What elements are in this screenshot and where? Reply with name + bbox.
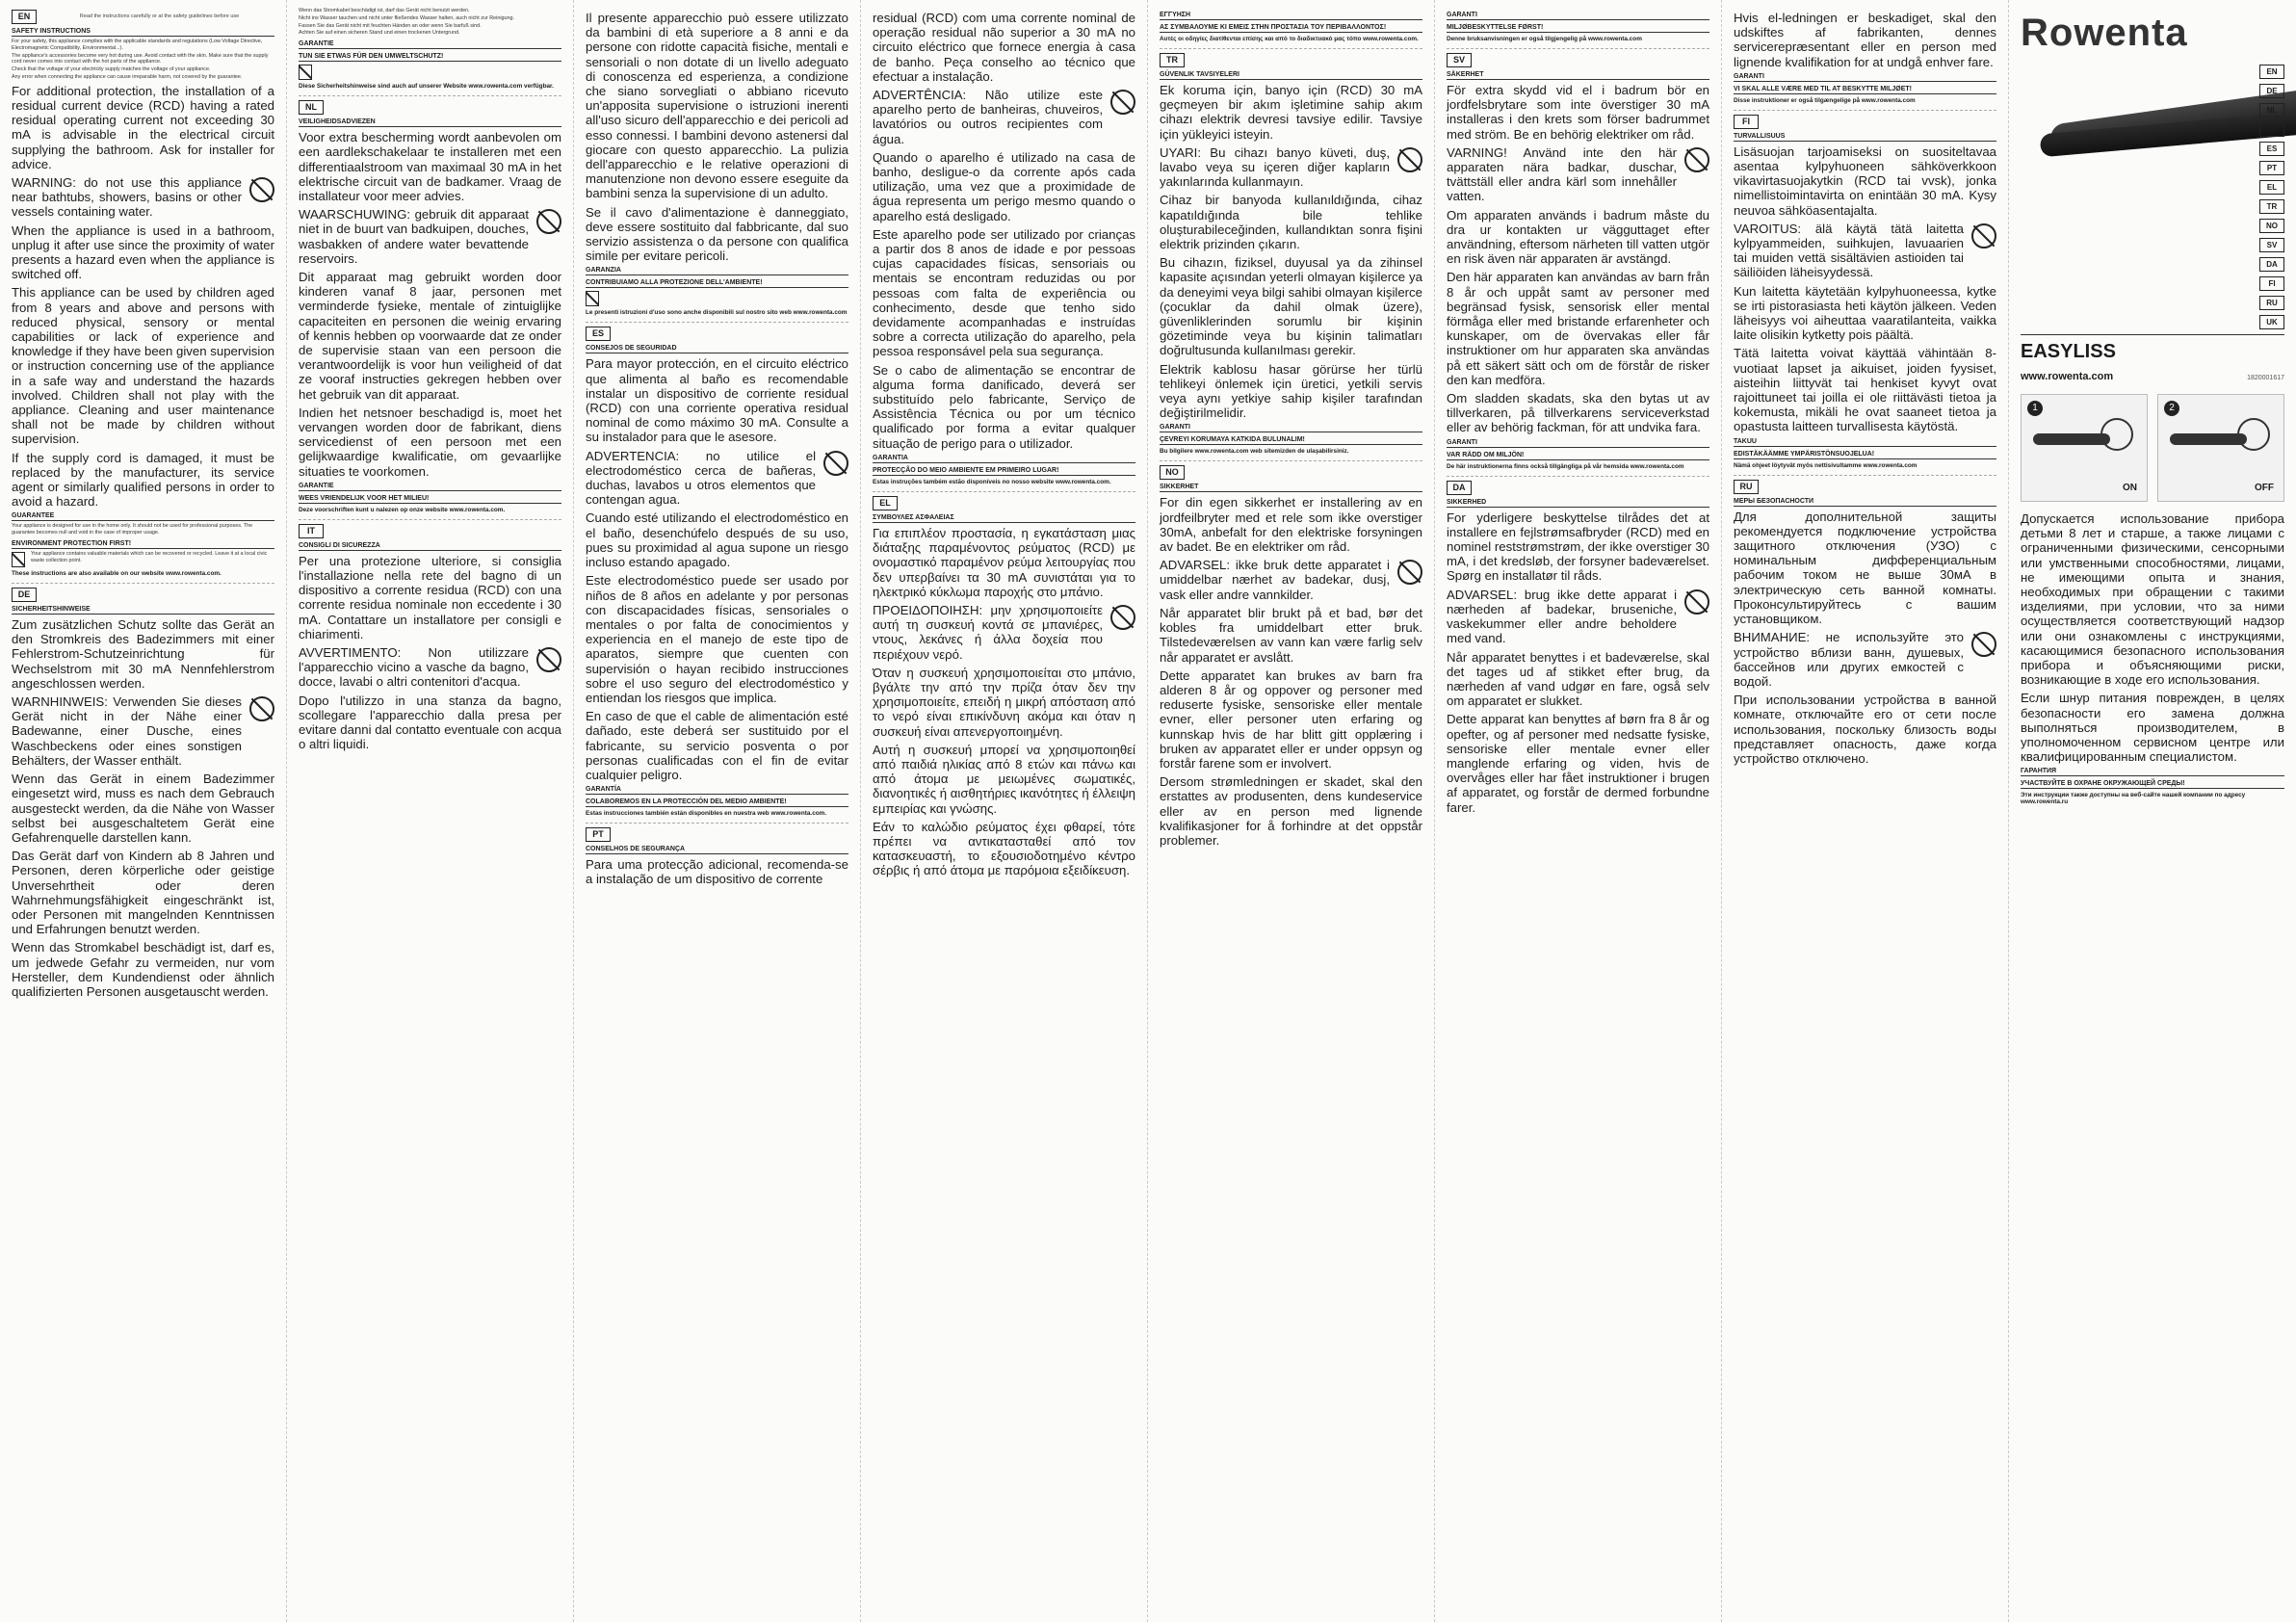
divider [299, 519, 561, 520]
warning-text-it: AVVERTIMENTO: Non utilizzare l'apparecchio vicino a vasche da bagno, docce, lavabi o altri contenitori d'acqua. [299, 645, 529, 690]
online-note-es: Estas instrucciones también están disponibles en nuestra web www.rowenta.com. [586, 810, 827, 818]
online-note-tr: Bu bilgilere www.rowenta.com web sitemizden de ulaşabilirsiniz. [1160, 448, 1349, 456]
env-row-en [12, 551, 274, 567]
step-number: 1 [2027, 401, 2043, 416]
online-note-it: Le presenti istruzioni d'uso sono anche disponibili sul nostro sito web www.rowenta.com [586, 309, 848, 317]
divider [1447, 476, 1709, 477]
column-2 [287, 0, 574, 1622]
warning-paragraph-ru [1734, 630, 1996, 689]
safety-small-4: Any error when connecting the appliance can cause irreparable harm, not covered by the guarantee. [12, 73, 243, 80]
language-badge-el: EL [2259, 180, 2284, 195]
env-heading-da: VI SKAL ALLE VÆRE MED TIL AT BESKYTTE MILJØET! [1734, 86, 1996, 94]
children-paragraph-es: Este electrodoméstico puede ser usado por niños de 8 años en adelante y por personas con discapacidades físicas, sensoriales o mentales o por falta de conocimientos y experiencia en el manejo de este tipo de aparatos, siempre que cuenten con supervisión o hayan recibido instrucciones sobre el uso seguro del electrodoméstico y entiendan los riesgos que implica. [586, 573, 848, 705]
no-bath-icon [536, 209, 561, 234]
column-1 [0, 0, 287, 1622]
rcd-paragraph-tr: Ek koruma için, banyo için (RCD) 30 mA geçmeyen bir akım işletimine sahip akım cihazı elektrik devresi tavsiye edilir. Tavsiye için yükleyici isteyin. [1160, 83, 1422, 142]
warning-paragraph-da [1447, 588, 1709, 646]
warning-text-en: WARNING: do not use this appliance near bathtubs, showers, basins or other vessels containing water. [12, 175, 242, 220]
online-note-pt: Estas instruções também estão disponíveis no nosso website www.rowenta.com. [873, 478, 1111, 485]
read-instructions-note: Read the instructions carefully or at the safety guidelines before use [79, 13, 240, 19]
safety-heading-it: CONSIGLI DI SICUREZZA [299, 542, 561, 551]
online-note-de: Diese Sicherheitshinweise sind auch auf unserer Website www.rowenta.com verfügbar. [299, 83, 554, 91]
bathroom-paragraph-es: Cuando esté utilizando el electrodoméstico en el baño, desenchúfelo después de su uso, pues su proximidad al agua supone un riesgo incluso estando apagado. [586, 510, 848, 570]
warning-text-da: ADVARSEL: brug ikke dette apparat i nærheden af badekar, bruseniche, vaskekummer eller andre beholdere med vand. [1447, 587, 1677, 646]
divider [1734, 475, 1996, 476]
section-de-header [12, 588, 274, 602]
bathroom-paragraph-tr: Cihaz bir banyoda kullanıldığında, cihaz kapatıldığında bile tehlike oluşturabileceğinden, kullandıktan sonra fişini elektrik prizinden çıkarın. [1160, 193, 1422, 252]
rcd-paragraph-es: Para mayor protección, en el circuito eléctrico que alimenta al baño es recomendable instalar un dispositivo de corriente residual (RCD) con una corriente operativa residual nominal de como máximo 30 mA. Consulte a su instalador para que le asesore. [586, 356, 848, 445]
safety-heading-pt: CONSELHOS DE SEGURANÇA [586, 846, 848, 854]
section-da-header [1447, 481, 1709, 495]
warning-text-es: ADVERTENCIA: no utilice el electrodoméstico cerca de bañeras, duchas, lavabos u otros elementos que contengan agua. [586, 448, 816, 508]
safety-heading-sv: SÄKERHET [1447, 71, 1709, 80]
warning-text-pt: ADVERTÊNCIA: Não utilize este aparelho perto de banheiras, chuveiros, lavatórios ou outros recipientes com água. [873, 88, 1103, 146]
column-3 [574, 0, 861, 1622]
de-small-2: Nicht ins Wasser tauchen und nicht unter fließendes Wasser halten, auch nicht zur Reinigung. [299, 14, 515, 21]
children-paragraph-de: Das Gerät darf von Kindern ab 8 Jahren und Personen, deren körperliche oder geistige Unversehrtheit oder deren Wahrnehmungsfähigkeit eingeschränkt ist, oder Personen mit mangelnden Kenntnissen und Erfahrungen benutzt werden. [12, 849, 274, 937]
guarantee-text-en: Your appliance is designed for use in the home only. It should not be used for professional purposes. The guarantee becomes null and void in the case of improper usage. [12, 523, 253, 536]
rcd-paragraph-el: Για επιπλέον προστασία, η εγκατάσταση μιας διάταξης παραμένοντος ρεύματος (RCD) με ονομαστικό παραμένον ρεύμα λειτουργίας που δεν υπερβαίνει τα 30 mA συνιστάται για το ηλεκτρικό κύκλωμα παροχής στο μπάνιο. [873, 525, 1135, 599]
divider [299, 95, 561, 96]
product-code: 1820001617 [2247, 375, 2284, 381]
column-8-product [2009, 0, 2296, 1622]
cord-paragraph-da: Hvis el-ledningen er beskadiget, skal den udskiftes af fabrikanten, dennes servicerepræsentant eller en person med lignende kvalifikation for at undgå enhver fare. [1734, 11, 1996, 69]
language-badge-tr: TR [2259, 199, 2284, 214]
column-4 [861, 0, 1148, 1622]
on-label: ON [2123, 483, 2137, 493]
guarantee-heading-en: GUARANTEE [12, 512, 274, 521]
bathroom-paragraph-ru: При использовании устройства в ванной комнате, отключайте его от сети после использования, поскольку близость воды представляет опасность, даже когда устройство отключено. [1734, 693, 1996, 766]
off-label: OFF [2255, 483, 2274, 493]
language-badge-no: NO [1160, 465, 1185, 480]
children-paragraph-no: Dette apparatet kan brukes av barn fra alderen 8 år og oppover og personer med reduserte fysiske, sensoriske eller mentale evner, eller personer uten erfaring og kunnskap hvis de har blitt gitt opplæring i bruken av apparatet eller er under oppsyn og forstår farene som er involvert. [1160, 667, 1422, 771]
cord-paragraph-el: Εάν το καλώδιο ρεύματος έχει φθαρεί, τότε πρέπει να αντικατασταθεί από τον κατασκευαστή, το εξουσιοδοτημένο κέντρο σέρβις ή από άτομα με παρόμοια εξειδίκευση. [873, 819, 1135, 878]
env-heading-de: TUN SIE ETWAS FÜR DEN UMWELTSCHUTZ! [299, 53, 561, 62]
divider [12, 583, 274, 584]
rcd-paragraph-pt-cont: residual (RCD) com uma corrente nominal de operação residual não superior a 30 mA no circuito eléctrico que fornece energia à casa de banho. Peça conselho ao técnico que efectuar a instalação. [873, 11, 1135, 84]
online-note-no: Denne bruksanvisningen er også tilgjengelig på www.rowenta.com [1447, 36, 1642, 42]
guarantee-heading-pt: GARANTIA [873, 455, 1135, 463]
env-row-de [299, 64, 561, 80]
crossed-bin-icon [586, 291, 599, 306]
warning-paragraph-it [299, 645, 561, 690]
language-badge-da: DA [2259, 257, 2284, 272]
warning-text-ru: ВНИМАНИЕ: не используйте это устройство вблизи ванн, душевых, бассейнов или других емкостей с водой. [1734, 630, 1964, 689]
language-badge-no: NO [2259, 219, 2284, 233]
warning-text-tr: UYARI: Bu cihazı banyo küveti, duş, lavabo veya su içeren diğer kapların yakınlarında kullanmayın. [1160, 144, 1390, 190]
safety-heading-da: SIKKERHED [1447, 499, 1709, 508]
warning-paragraph-tr [1160, 145, 1422, 190]
safety-heading-de: SICHERHEITSHINWEISE [12, 606, 274, 615]
language-list [2259, 65, 2284, 329]
safety-small-2: The appliance's accessories become very hot during use. Avoid contact with the skin. Make sure that the supply cord never comes into contact with the hot parts of the appliance. [12, 52, 269, 65]
env-heading-sv: VAR RÄDD OM MILJÖN! [1447, 452, 1709, 460]
safety-heading-fi: TURVALLISUUS [1734, 133, 1996, 142]
usage-diagrams [2021, 394, 2284, 502]
language-badge-ru: RU [1734, 480, 1759, 494]
warning-paragraph-nl [299, 207, 561, 266]
no-bath-icon [1110, 605, 1135, 630]
safety-small-1: For your safety, this appliance complies with the applicable standards and regulations (Low Voltage Directive, Electromagnetic Compatibility, Environmental...). [12, 39, 263, 51]
bathroom-paragraph-da: Når apparatet benyttes i et badeværelse, skal det tages ud af stikket efter brug, da nærheden af vand udgør en fare, også selv om apparatet er slukket. [1447, 649, 1709, 709]
language-badge-pt: PT [586, 827, 611, 842]
online-note-el: Αυτές οι οδηγίες διατίθενται επίσης και από το διαδικτυακό μας τόπο www.rowenta.com. [1160, 36, 1419, 42]
no-bath-icon [1397, 560, 1422, 585]
env-heading-tr: ÇEVREYI KORUMAYA KATKIDA BULUNALIM! [1160, 436, 1422, 445]
no-bath-icon [1684, 589, 1709, 615]
divider [1447, 48, 1709, 49]
guarantee-heading-ru: ГАРАНТИЯ [2021, 768, 2284, 776]
language-badge-fi: FI [1734, 115, 1759, 129]
bathroom-paragraph-el: Όταν η συσκευή χρησιμοποιείται στο μπάνιο, βγάλτε την από την πρίζα όταν δεν την χρησιμοποιείτε, επειδή η μικρή απόσταση από το νερό είναι επικίνδυνη ακόμα και όταν η συσκευή είναι απενεργοποιημένη. [873, 665, 1135, 739]
language-badge-pt: PT [2259, 161, 2284, 175]
cord-paragraph-nl: Indien het netsnoer beschadigd is, moet het vervangen worden door de fabrikant, diens servicedienst of een persoon met een gelijkwaardige kwalificatie, om gevaarlijke situaties te voorkomen. [299, 405, 561, 479]
bathroom-paragraph-it: Dopo l'utilizzo in una stanza da bagno, scollegare l'apparecchio dalla presa per evitare danni dal contatto eventuale con acqua o altri liquidi. [299, 693, 561, 752]
de-small-1: Wenn das Stromkabel beschädigt ist, darf das Gerät nicht benutzt werden. [299, 8, 470, 13]
safety-heading-ru: МЕРЫ БЕЗОПАСНОСТИ [1734, 498, 1996, 507]
online-note-da: Disse instruktioner er også tilgængelige på www.rowenta.com [1734, 96, 1916, 104]
safety-heading-tr: GÜVENLIK TAVSIYELERI [1160, 71, 1422, 80]
warning-paragraph-pt [873, 88, 1135, 146]
no-bath-icon [1971, 632, 1996, 657]
safety-heading-es: CONSEJOS DE SEGURIDAD [586, 345, 848, 353]
rcd-paragraph-pt: Para uma protecção adicional, recomenda-se a instalação de um dispositivo de corrente [586, 857, 848, 887]
divider [586, 823, 848, 824]
guarantee-heading-tr: GARANTI [1160, 424, 1422, 432]
bathroom-paragraph-de: Wenn das Gerät in einem Badezimmer eingesetzt wird, muss es nach dem Gebrauch ausgesteckt werden, da die Nähe von Wasser selbst bei ausgeschaltetem Gerät eine Gefahrenquelle darstellen kann. [12, 772, 274, 845]
model-name: EASYLISS [2021, 341, 2116, 362]
section-it-header [299, 524, 561, 538]
rcd-paragraph-de: Zum zusätzlichen Schutz sollte das Gerät an den Stromkreis des Badezimmers mit einer Fehlerstrom-Schutzeinrichtung für Wechselstrom mit 30 mA Nennfehlerstrom angeschlossen werden. [12, 617, 274, 691]
language-badge-es: ES [586, 327, 611, 341]
guarantee-heading-it: GARANZIA [586, 267, 848, 275]
language-badge-en: EN [12, 10, 37, 24]
warning-paragraph-no [1160, 558, 1422, 602]
warning-text-el: ΠΡΟΕΙΔΟΠΟΙΗΣΗ: μην χρησιμοποιείτε αυτή τη συσκευή κοντά σε μπανιέρες, ντους, λεκάνες ή άλλα δοχεία που περιέχουν νερό. [873, 602, 1103, 662]
cord-paragraph-de: Wenn das Stromkabel beschädigt ist, darf es, um jedwede Gefahr zu vermeiden, nur vom Hersteller, dem Kundendienst oder ähnlich qualifizierten Personen ausgetauscht werden. [12, 940, 274, 999]
crossed-bin-icon [299, 65, 312, 80]
column-7 [1722, 0, 2009, 1622]
crossed-bin-icon [12, 552, 25, 567]
no-bath-icon [1971, 223, 1996, 249]
url-line [2021, 365, 2284, 382]
power-button-icon [2100, 418, 2133, 451]
language-badge-ru: RU [2259, 296, 2284, 310]
language-badge-de: DE [2259, 84, 2284, 98]
column-5 [1148, 0, 1435, 1622]
language-badge-de: DE [12, 588, 37, 602]
divider [1160, 48, 1422, 49]
guarantee-heading-el: ΕΓΓΥΗΣΗ [1160, 12, 1422, 20]
language-badge-da: DA [1447, 481, 1472, 495]
no-bath-icon [1397, 147, 1422, 172]
safety-heading-nl: VEILIGHEIDSADVIEZEN [299, 118, 561, 127]
no-bath-icon [536, 647, 561, 672]
warning-paragraph-fi [1734, 222, 1996, 280]
online-note-fi: Nämä ohjeet löytyvät myös nettisivultamme www.rowenta.com [1734, 461, 1918, 469]
section-no-header [1160, 465, 1422, 480]
model-line [2021, 334, 2284, 363]
rcd-paragraph-da: For yderligere beskyttelse tilrådes det at installere en fejlstrømsafbryder (RCD) med en nominel reststrømstrøm, der ikke overstiger 30 mA, i det kredsløb, der forsyner badeværelset. Spørg en installatør til råds. [1447, 510, 1709, 584]
website-url: www.rowenta.com [2021, 371, 2114, 382]
cord-paragraph-tr: Elektrik kablosu hasar görürse her türlü tehlikeyi önlemek için üretici, yetkili servis veya aynı yetkiye sahip kişiler tarafından değiştirilmelidir. [1160, 361, 1422, 421]
rcd-paragraph-ru: Для дополнительной защиты рекомендуется подключение устройства защитного отключения (УЗО) с номинальным дифференциальным рабочим током не выше 30мА в электрическую сеть ванной комнаты. Проконсультируйтесь с вашим установщиком. [1734, 509, 1996, 627]
section-ru-header [1734, 480, 1996, 494]
env-text-en: Your appliance contains valuable materials which can be recovered or recycled. Leave it at a local civic waste collection point. [31, 551, 268, 563]
rcd-paragraph-no: For din egen sikkerhet er installering av en jordfeilbryter med et rele som ikke overstiger 30mA, anbefalt for den elektriske forsyningen av badet. Be en elektriker om råd. [1160, 495, 1422, 555]
cord-paragraph-en: If the supply cord is damaged, it must be replaced by the manufacturer, its service agent or similarly qualified persons in order to avoid a hazard. [12, 450, 274, 510]
env-heading-pt: PROTECÇÃO DO MEIO AMBIENTE EM PRIMEIRO LUGAR! [873, 467, 1135, 476]
language-badge-nl: NL [2259, 103, 2284, 118]
cord-paragraph-sv: Om sladden skadats, ska den bytas ut av tillverkaren, på tillverkarens serviceverkstad eller av behörig fackman, för att undvika fara. [1447, 391, 1709, 435]
guarantee-heading-no: GARANTI [1447, 12, 1709, 20]
children-paragraph-da: Dette apparat kan benyttes af børn fra 8 år og opefter, og af personer med nedsatte fysiske, sensoriske eller mentale evner eller manglende erfaring og viden, hvis de overvåges eller har fået instruktioner i brugen af apparatet, og forstår de dermed forbundne farer. [1447, 712, 1709, 815]
brand-logo: Rowenta [2021, 12, 2188, 54]
section-nl-header [299, 100, 561, 115]
language-badge-tr: TR [1160, 53, 1185, 67]
guarantee-heading-de: GARANTIE [299, 40, 561, 49]
no-bath-icon [1684, 147, 1709, 172]
cord-paragraph-no: Dersom strømledningen er skadet, skal den erstattes av produsenten, dens kundeservice eller av en person med lignende kvalifikasjoner for å forhindre at det oppstår problemer. [1160, 774, 1422, 848]
env-heading-es: COLABOREMOS EN LA PROTECCIÓN DEL MEDIO AMBIENTE! [586, 798, 848, 807]
section-fi-header [1734, 115, 1996, 129]
online-note-nl: Deze voorschriften kunt u nalezen op onze website www.rowenta.com. [299, 506, 506, 513]
language-badge-fi: FI [2259, 276, 2284, 291]
cord-paragraph-it: Se il cavo d'alimentazione è danneggiato, deve essere sostituito dal fabbricante, dal suo servizio assistenza o da persone con qualifica simile per evitare pericoli. [586, 204, 848, 264]
safety-heading-no: SIKKERHET [1160, 484, 1422, 492]
warning-paragraph-de [12, 694, 274, 768]
bathroom-paragraph-no: Når apparatet blir brukt på et bad, bør det kobles fra umiddelbart etter bruk. Tilstedeværelsen av vann kan være farlig selv når apparatet er avslått. [1160, 605, 1422, 665]
section-pt-header [586, 827, 848, 842]
divider [1734, 110, 1996, 111]
guarantee-heading-da: GARANTI [1734, 73, 1996, 82]
no-bath-icon [1110, 90, 1135, 115]
section-tr-header [1160, 53, 1422, 67]
language-badge-en: EN [2259, 65, 2284, 79]
language-badge-uk: UK [2259, 315, 2284, 329]
children-paragraph-it: Il presente apparecchio può essere utilizzato da bambini di età superiore a 8 anni e da persone con ridotte capacità fisiche, mentali e sensoriali o non dotate di un livello adeguato di conoscenza ed esperienza, a condizione che siano sorvegliati o abbiano ricevuto un'apposita supervisione o istruzioni inerenti all'uso sicuro dell'apparecchio e dei pericoli ad esso connessi. I bambini devono astenersi dal giocare con questo apparecchio. La pulizia dell'apparecchio e le relative operazioni di manutenzione non devono essere eseguite da bambini senza la supervisione di un adulto. [586, 11, 848, 201]
section-en-header [12, 10, 274, 24]
rcd-paragraph-sv: För extra skydd vid el i badrum bör en jordfelsbrytare som inte överstiger 30 mA installeras i den krets som förser badrummet med ström. Be en behörig elektriker om råd. [1447, 83, 1709, 142]
language-badge-sv: SV [2259, 238, 2284, 252]
guarantee-heading-sv: GARANTI [1447, 439, 1709, 448]
env-heading-ru: УЧАСТВУЙТЕ В ОХРАНЕ ОКРУЖАЮЩЕЙ СРЕДЫ! [2021, 780, 2284, 789]
children-paragraph-tr: Bu cihazın, fiziksel, duyusal ya da zihinsel kapasite açısından yeterli olmayan kişilerce ya da deneyimi veya bilgi sahibi olmayan kişilerce (çocuklar da dahil olmak üzere), güvenliklerinden sorumlu bir kişinin gözetiminde veya bu kişinin talimatları doğrultusunda kullanılması gerekir. [1160, 255, 1422, 358]
guarantee-heading-es: GARANTÍA [586, 786, 848, 795]
children-paragraph-el: Αυτή η συσκευή μπορεί να χρησιμοποιηθεί από παιδιά ηλικίας από 8 ετών και πάνω και από άτομα με μειωμένες σωματικές, διανοητικές ή αισθητήριες ικανότητες ή έλλειψη εμπειρίας και γνώσης. [873, 742, 1136, 816]
online-note-ru: Эти инструкции также доступны на веб-сайте нашей компании по адресу www.rowenta.ru [2021, 792, 2246, 806]
env-heading-fi: EDISTÄKÄÄMME YMPÄRISTÖNSUOJELUA! [1734, 451, 1996, 459]
warning-paragraph-sv [1447, 145, 1709, 204]
bathroom-paragraph-sv: Om apparaten används i badrum måste du dra ur kontakten ur vägguttaget efter användning, eftersom närheten till vatten utgör en risk även när apparaten är avstängd. [1447, 207, 1709, 267]
children-paragraph-fi: Tätä laitetta voivat käyttää vähintään 8-vuotiaat lapset ja aikuiset, joiden fyysiset, aisteihin liittyvät tai henkiset kyvyt ovat rajoittuneet tai joilla ei ole riittävästi tietoa ja kokemusta, mikäli he ovat saaneet tietoa ja opastusta laitteen turvallisesta käytöstä. [1734, 346, 1996, 434]
env-heading-en: ENVIRONMENT PROTECTION FIRST! [12, 540, 274, 549]
step-number: 2 [2164, 401, 2179, 416]
bathroom-paragraph-pt: Quando o aparelho é utilizado na casa de banho, desligue-o da corrente após cada utilização, uma vez que a proximidade de água representa um perigo mesmo quando o aparelho está desligado. [873, 149, 1135, 223]
de-small-3: Fassen Sie das Gerät nicht mit feuchten Händen an oder wenn Sie barfuß sind. [299, 22, 482, 29]
warning-paragraph-en [12, 175, 274, 220]
env-heading-it: CONTRIBUIAMO ALLA PROTEZIONE DELL'AMBIENTE! [586, 279, 848, 288]
divider [586, 322, 848, 323]
language-badge-it: IT [2259, 122, 2284, 137]
de-small-4: Achten Sie auf einen sicheren Stand und einen trockenen Untergrund. [299, 30, 460, 37]
children-paragraph-nl: Dit apparaat mag gebruikt worden door kinderen vanaf 8 jaar, personen met verminderde fysieke, mentale of zintuiglijke capaciteiten en personen die weinig ervaring of kennis hebben op voorwaarde dat ze onder de supervisie staan van een persoon die verantwoordelijk is voor hun veiligheid of dat ze vooraf instructies gekregen hebben over het gebruik van dit apparaat. [299, 270, 561, 402]
language-badge-el: EL [873, 496, 898, 510]
no-bath-icon [249, 696, 274, 721]
guarantee-heading-fi: TAKUU [1734, 438, 1996, 447]
online-note-sv: De här instruktionerna finns också tillgängliga på vår hemsida www.rowenta.com [1447, 462, 1684, 470]
env-heading-nl: WEES VRIENDELIJK VOOR HET MILIEU! [299, 495, 561, 504]
cord-paragraph-pt: Se o cabo de alimentação se encontrar de alguma forma danificado, deverá ser substituído pelo fabricante, Serviço de Assistência Técnica ou por um técnico qualificado por forma a evitar qualquer situação de perigo para o utilizador. [873, 362, 1135, 451]
column-6 [1435, 0, 1722, 1622]
env-heading-no: MILJØBESKYTTELSE FØRST! [1447, 24, 1709, 33]
section-es-header [586, 327, 848, 341]
product-hero [2021, 65, 2284, 325]
no-bath-icon [823, 451, 848, 476]
bathroom-paragraph-fi: Kun laitetta käytetään kylpyhuoneessa, kytke se irti pistorasiasta heti käytön jälkeen. Veden läheisyys voi aiheuttaa vaaratilanteita, vaikka laite olisikin kytketty pois päältä. [1734, 283, 1996, 343]
language-badge-it: IT [299, 524, 324, 538]
divider [1160, 460, 1422, 461]
warning-text-fi: VAROITUS: älä käytä tätä laitetta kylpyammeiden, suihkujen, lavuaarien tai muiden vettä sisältävien astioiden tai säiliöiden läheisyydessä. [1734, 221, 1964, 280]
safety-heading-en: SAFETY INSTRUCTIONS [12, 28, 274, 37]
children-paragraph-en: This appliance can be used by children aged from 8 years and above and persons with reduced physical, sensory or mental capabilities or lack of experience and knowledge if they have been given supervision or instruction concerning use of the appliance in a safe way and understand the hazards involved. Children shall not play with the appliance. Cleaning and user maintenance shall not be made by children without supervision. [12, 285, 274, 447]
straightener-icon [2170, 433, 2247, 445]
divider [873, 491, 1135, 492]
language-badge-nl: NL [299, 100, 324, 115]
straightener-icon [2033, 433, 2110, 445]
diagram-off [2157, 394, 2284, 502]
rcd-paragraph-en: For additional protection, the installation of a residual current device (RCD) having a rated residual operating current not exceeding 30 mA is advisable in the electrical circuit supplying the bathroom. Ask for installer for advice. [12, 83, 274, 171]
section-sv-header [1447, 53, 1709, 67]
env-heading-el: ΑΣ ΣΥΜΒΑΛΟΥΜΕ ΚΙ ΕΜΕΙΣ ΣΤΗΝ ΠΡΟΣΤΑΣΙΑ ΤΟΥ ΠΕΡΙΒΑΛΛΟΝΤΟΣ! [1160, 24, 1422, 33]
rcd-paragraph-fi: Lisäsuojan tarjoamiseksi on suositeltavaa asentaa kylpyhuoneen sähköverkkoon vikavirtasuojakytkin (RCD tai vvsk), jonka nimellistoimintavirta on enintään 30 mA. Kysy neuvoa sähköasentajalta. [1734, 144, 1996, 218]
rcd-paragraph-nl: Voor extra bescherming wordt aanbevolen om een aardlekschakelaar te installeren met een differentiaalstroom van maximaal 30 mA in het elektrische circuit van de badkamer. Vraag de installateur voor meer advies. [299, 130, 561, 203]
bathroom-paragraph-en: When the appliance is used in a bathroom, unplug it after use since the proximity of water presents a hazard even when the appliance is switched off. [12, 222, 274, 282]
warning-text-sv: VARNING! Använd inte den här apparaten nära badkar, duschar, tvättställ eller andra kärl som innehåller vatten. [1447, 144, 1677, 204]
warning-paragraph-el [873, 603, 1135, 662]
guarantee-heading-nl: GARANTIE [299, 483, 561, 491]
warning-paragraph-es [586, 449, 848, 508]
children-paragraph-sv: Den här apparaten kan användas av barn från 8 år och uppåt samt av personer med begränsad fysisk, sensorisk eller mental förmåga eller med bristande erfarenheter och kunskaper, om de övervakas eller får instruktioner om hur apparaten ska användas på ett säkert sätt och om de förstår de risker den kan medföra. [1447, 270, 1709, 387]
power-button-icon [2237, 418, 2270, 451]
children-paragraph-pt: Este aparelho pode ser utilizado por crianças a partir dos 8 anos de idade e por pessoas cujas capacidades físicas, sensoriais ou mentais se encontram reduzidas ou por pessoas com falta de experiência ou conhecimento, desde que tenho sido devidamente acompanhadas e instruídas sobre a correcta utilização do aparelho, pela pessoa responsável pela sua segurança. [873, 226, 1135, 359]
rcd-paragraph-it: Per una protezione ulteriore, si consiglia l'installazione nella rete del bagno di un dispositivo a corrente residua (RCD) con una corrente residua nominale non eccedente i 30 mA. Contattare un installatore per consigli e chiarimenti. [299, 553, 561, 641]
warning-text-nl: WAARSCHUWING: gebruik dit apparaat niet in de buurt van badkuipen, douches, wasbakken of andere water bevattende reservoirs. [299, 207, 529, 266]
no-bath-icon [249, 177, 274, 202]
warning-text-no: ADVARSEL: ikke bruk dette apparatet i umiddelbar nærhet av badekar, dusj, vask eller andre vannkilder. [1160, 558, 1390, 602]
cord-paragraph-es: En caso de que el cable de alimentación esté dañado, este deberá ser sustituido por el fabricante, su servicio posventa o por personas cualificadas con el fin de evitar cualquier peligro. [586, 709, 848, 782]
language-badge-sv: SV [1447, 53, 1472, 67]
section-el-header [873, 496, 1135, 510]
safety-heading-el: ΣΥΜΒΟΥΛΕΣ ΑΣΦΑΛΕΙΑΣ [873, 514, 1135, 523]
env-row-it [586, 290, 848, 306]
safety-small-3: Check that the voltage of your electricity supply matches the voltage of your appliance. [12, 66, 211, 73]
cord-paragraph-ru: Если шнур питания поврежден, в целях безопасности его замена должна выполняться производителем, в уполномоченном сервисном центре или квалифицированным специалистом. [2021, 691, 2284, 765]
children-paragraph-ru: Допускается использование прибора детьми 8 лет и старше, а также лицами с ограниченными физическими, сенсорными или умственными способностями, лицами, не имеющими опыта и знания, необходимых при обращении с такими изделиями, при условии, что за ними осуществляется соответствующий надзор или они ознакомлены с инструкциями, касающимися безопасного использования прибора и объясняющими риски, возникающие в ходе его использования. [2021, 511, 2284, 688]
online-note-en: These instructions are also available on our website www.rowenta.com. [12, 570, 222, 578]
language-badge-es: ES [2259, 142, 2284, 156]
diagram-on [2021, 394, 2148, 502]
warning-text-de: WARNHINWEIS: Verwenden Sie dieses Gerät nicht in der Nähe einer Badewanne, einer Dusche, eines Waschbeckens oder eines sonstigen Behälters, der Wasser enthält. [12, 694, 242, 768]
